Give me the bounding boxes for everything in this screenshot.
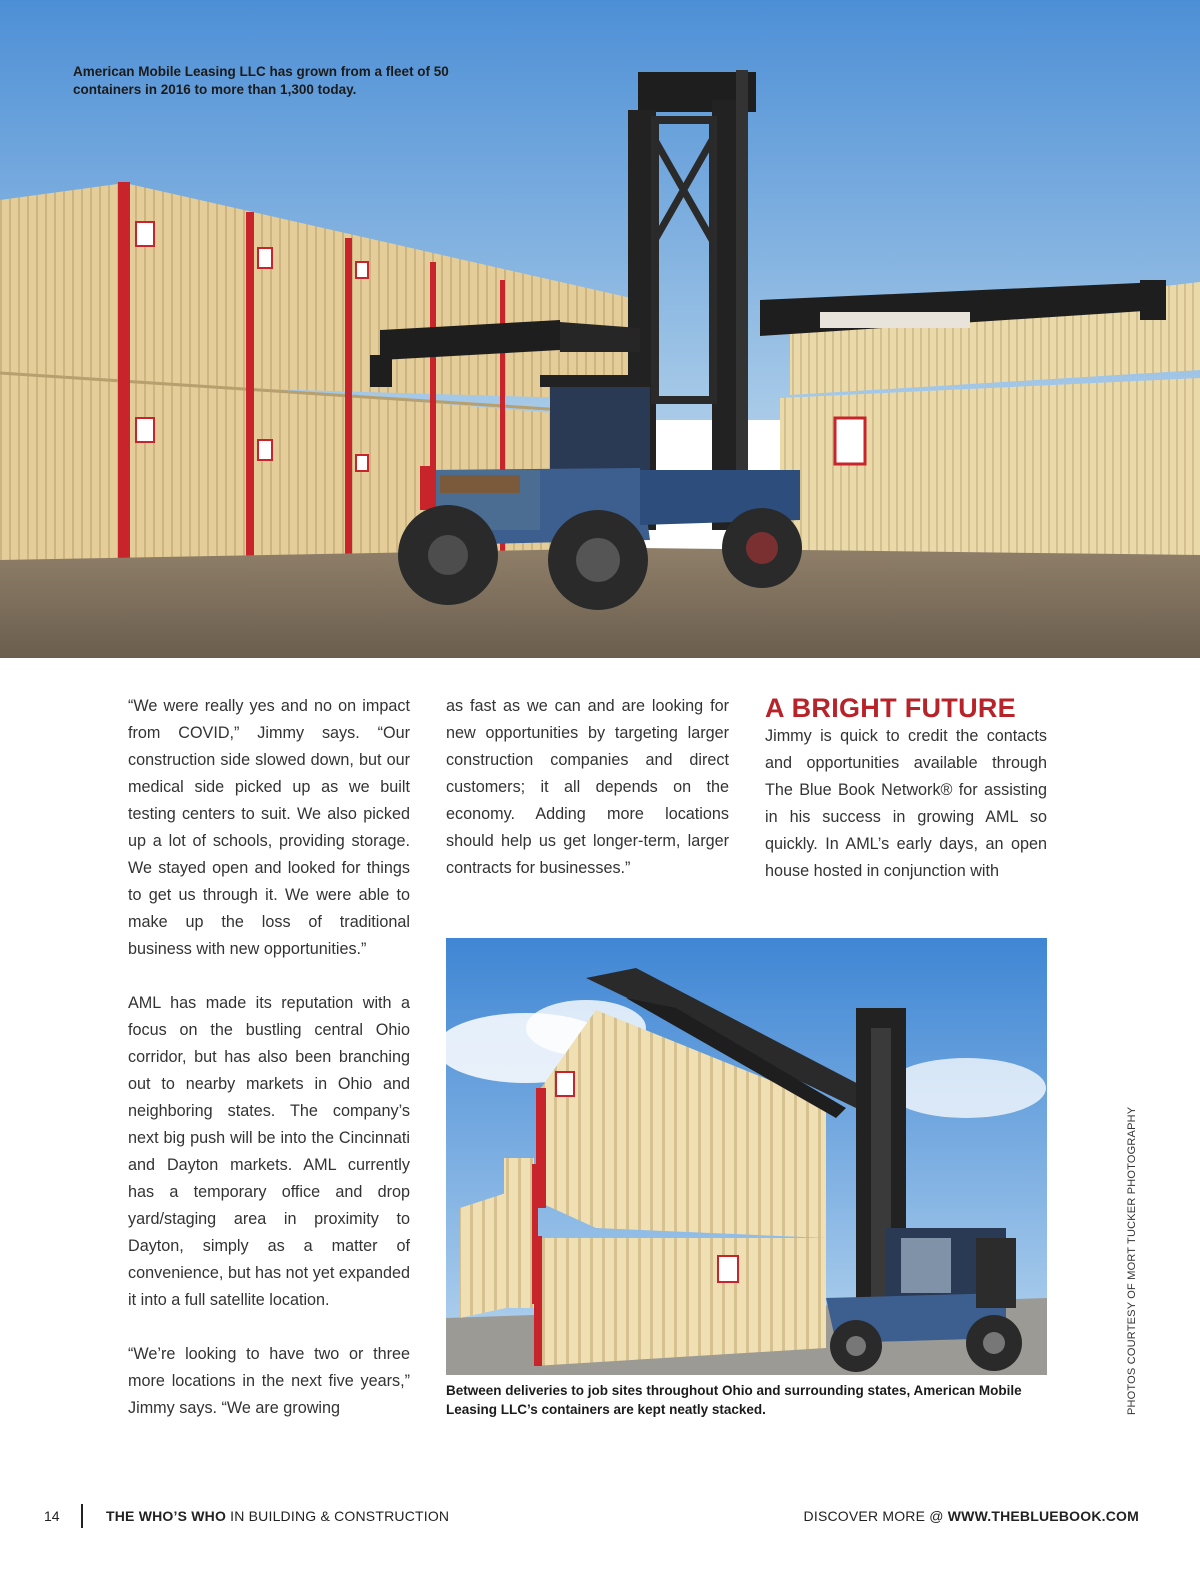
body-paragraph: as fast as we can and are looking for new opportunities by targeting larger construction companies and direct customers; it all depends on the economy. Adding more locations should help us get longer-term, larger contracts for businesses.” [446,697,729,877]
container-lift-photo [446,938,1047,1375]
hero-photo-caption: American Mobile Leasing LLC has grown from a fleet of 50 containers in 2016 to more than 1,300 today. [73,64,449,97]
publication-title [106,1508,449,1524]
discover-more [804,1508,1139,1524]
page-footer [0,1500,1200,1532]
body-paragraph: “We were really yes and no on impact from COVID,” Jimmy says. “Our construction side slowed down, but our medical side picked up as we built testing centers to suit. We also picked up a lot of schools, providing storage. We stayed open and looked for things to get us through it. We were able to make up the loss of traditional business with new opportunities.” [128,697,410,958]
article-column-2 [446,693,729,882]
website-link[interactable]: WWW.THEBLUEBOOK.COM [947,1508,1139,1524]
article-column-3 [765,693,1047,885]
page-number: 14 [44,1508,60,1524]
footer-divider [81,1504,83,1528]
hero-photo [0,0,1200,658]
section-heading: A BRIGHT FUTURE [765,693,1016,723]
photo-credit: PHOTOS COURTESY OF MORT TUCKER PHOTOGRAPHY [1126,1106,1138,1415]
publication-title-bold: THE WHO’S WHO [106,1508,227,1524]
publication-title-rest: IN BUILDING & CONSTRUCTION [226,1508,450,1524]
body-paragraph: Jimmy is quick to credit the contacts and opportunities available through The Blue Book Network® for assisting in his success in growing AML so quickly. In AML’s early days, an open house hosted in conjunction with [765,727,1047,880]
body-paragraph: “We’re looking to have two or three more locations in the next five years,” Jimmy says. “We are growing [128,1345,410,1417]
discover-label: DISCOVER MORE @ [803,1508,948,1524]
container-lift-photo-caption: Between deliveries to job sites throughout Ohio and surrounding states, American Mobile Leasing LLC’s containers are kept neatly stacked. [446,1383,1022,1417]
article-column-1 [128,693,410,1422]
body-paragraph: AML has made its reputation with a focus on the bustling central Ohio corridor, but has also been branching out to nearby markets in Ohio and neighboring states. The company’s next big push will be into the Cincinnati and Dayton markets. AML currently has a temporary office and drop yard/staging area in proximity to Dayton, simply as a matter of convenience, but has not yet expanded it into a full satellite location. [128,994,410,1309]
forklift-lifting-container-image [446,938,1047,1375]
